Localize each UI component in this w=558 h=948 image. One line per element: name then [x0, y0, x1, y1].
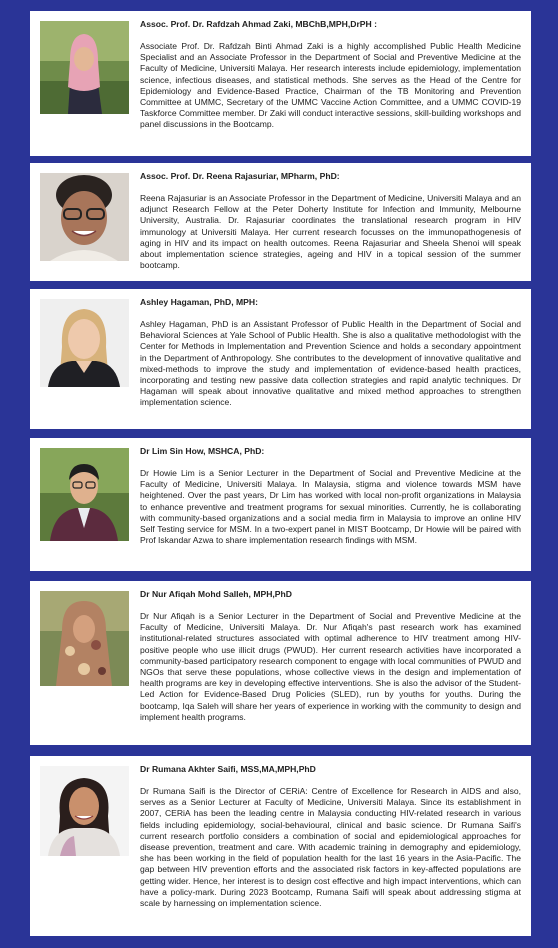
profile-photo — [40, 591, 129, 686]
profile-bio: Ashley Hagaman, PhD is an Assistant Professor of Public Health in the Department of Social and Behavioral Sciences at Yale School of Public Health. She is also a qualitative methodologist with the Center for Methods in Implementation and Prevention Science and holds a secondary appointment in the Department of Anthropology. She contributes to the development of innovative qualitative and mixed-methods to improve the study and implementation of evidence-based health practices, incorporating and testing new passive data collection strategies and rapid analytic techniques. Dr Hagaman will speak about innovative qualitative and mixed method approaches to strengthen implementation science. — [140, 319, 521, 408]
profile-card — [30, 756, 531, 936]
profile-card — [30, 438, 531, 571]
profile-name: Dr Nur Afiqah Mohd Salleh, MPH,PhD — [140, 589, 292, 599]
profile-name: Assoc. Prof. Dr. Rafdzah Ahmad Zaki, MBChB,MPH,DrPH : — [140, 19, 377, 29]
profile-bio: Reena Rajasuriar is an Associate Professor in the Department of Medicine, Universiti Malaya and an adjunct Research Fellow at the Peter Doherty Institute for Infection and Immunity, Melbourne University, Australia. Dr. Rajasuriar coordinates the translational research program in HIV immunology at Universiti Malaya. Her current research focusses on the immunopathogenesis of aging in HIV and its impact on health outcomes. Reena Rajasuriar and Sheela Shenoi will speak about implementation science strategies, ageing and HIV in a topical session of the summer bootcamp. — [140, 193, 521, 271]
profile-photo — [40, 448, 129, 541]
profile-name: Dr Lim Sin How, MSHCA, PhD: — [140, 446, 265, 456]
profile-name: Ashley Hagaman, PhD, MPH: — [140, 297, 258, 307]
profile-bio: Associate Prof. Dr. Rafdzah Binti Ahmad Zaki is a highly accomplished Public Health Medicine Specialist and an Associate Professor in the Department of Social and Preventive Medicine at the Faculty of Medicine, Universiti Malaya. Her research interests include epidemiology, implementation science, infectious diseases, and statistical methods. She serves as the Head of the Centre for Epidemiology and Evidence-Based Practice, Chairman of the TB Monitoring and Prevention Committee at UMMC, Secretary of the UMMC Vaccine Action Committee, and a UMMC COVID-19 Taskforce Committee member. Dr Zaki will conduct interactive sessions, skill-building workshops and panel discussions in the Bootcamp. — [140, 41, 521, 130]
profile-card — [30, 163, 531, 281]
profile-card — [30, 581, 531, 745]
profile-photo — [40, 21, 129, 114]
profile-bio: Dr Nur Afiqah is a Senior Lecturer in the Department of Social and Preventive Medicine at the Faculty of Medicine, Universiti Malaya. Dr. Nur Afiqah's past research work has examined institutional-related structures associated with optimal adherence to HIV treatment among HIV-positive people who use illicit drugs (PWUD). Her current research activities have incorporated a community-based participatory research component to engage with local communities of PWUD and NGOs that serve these populations, whose collective views in the design and implementation of health programs are key in developing effective interventions. She is also the advisor of the Student-Led Action for Evidence-Based Drug Policies (SLED), run by youths for youths. During the bootcamp, Iqa Saleh will share her years of experience in working with the community to design and implement health programs. — [140, 611, 521, 722]
profile-bio: Dr Howie Lim is a Senior Lecturer in the Department of Social and Preventive Medicine at the Faculty of Medicine, Universiti Malaya. In Malaysia, stigma and violence towards MSM have heightened. Over the past years, Dr Lim has worked with local non-profit organizations in Malaysia to enhance preventive and treatment programs for sexual minorities. Currently, he is collaborating with community-based organizations and a social media firm in Malaysia to improve an online HIV Self Testing service for MSM. In a two-expert panel in MIST Bootcamp, Dr Howie will be paired with Prof Iskandar Azwa to share implementation research findings with MSM. — [140, 468, 521, 546]
profile-photo — [40, 766, 129, 856]
profile-card — [30, 289, 531, 429]
profile-photo — [40, 173, 129, 261]
profile-bio: Dr Rumana Saifi is the Director of CERiA: Centre of Excellence for Research in AIDS and also, serves as a Senior Lecturer at Faculty of Medicine, Universiti Malaya. Since its establishment in 2007, CERiA has been the leading centre in Malaysia conducting HIV-related research in various fields including epidemiology, social-behavioural, clinical and basic science. Dr Rumana Saifi's current research portfolio considers a combination of social and epidemiological approaches for disease prevention, treatment and care. With academic training in demography and epidemiology, she has been working in the field of population health for the last 16 years in the Asia-Pacific. The gap between HIV prevention efforts and the associated risk factors in key-affected populations are getting wider. Hence, her interest is to design cost effective and high impact interventions, which can have a policy-mark. During 2023 Bootcamp, Rumana Saifi will speak about addressing stigma at scale by harnessing on implementation science. — [140, 786, 521, 909]
profile-card — [30, 11, 531, 156]
profile-name: Dr Rumana Akhter Saifi, MSS,MA,MPH,PhD — [140, 764, 316, 774]
profile-photo — [40, 299, 129, 387]
profile-name: Assoc. Prof. Dr. Reena Rajasuriar, MPharm, PhD: — [140, 171, 340, 181]
